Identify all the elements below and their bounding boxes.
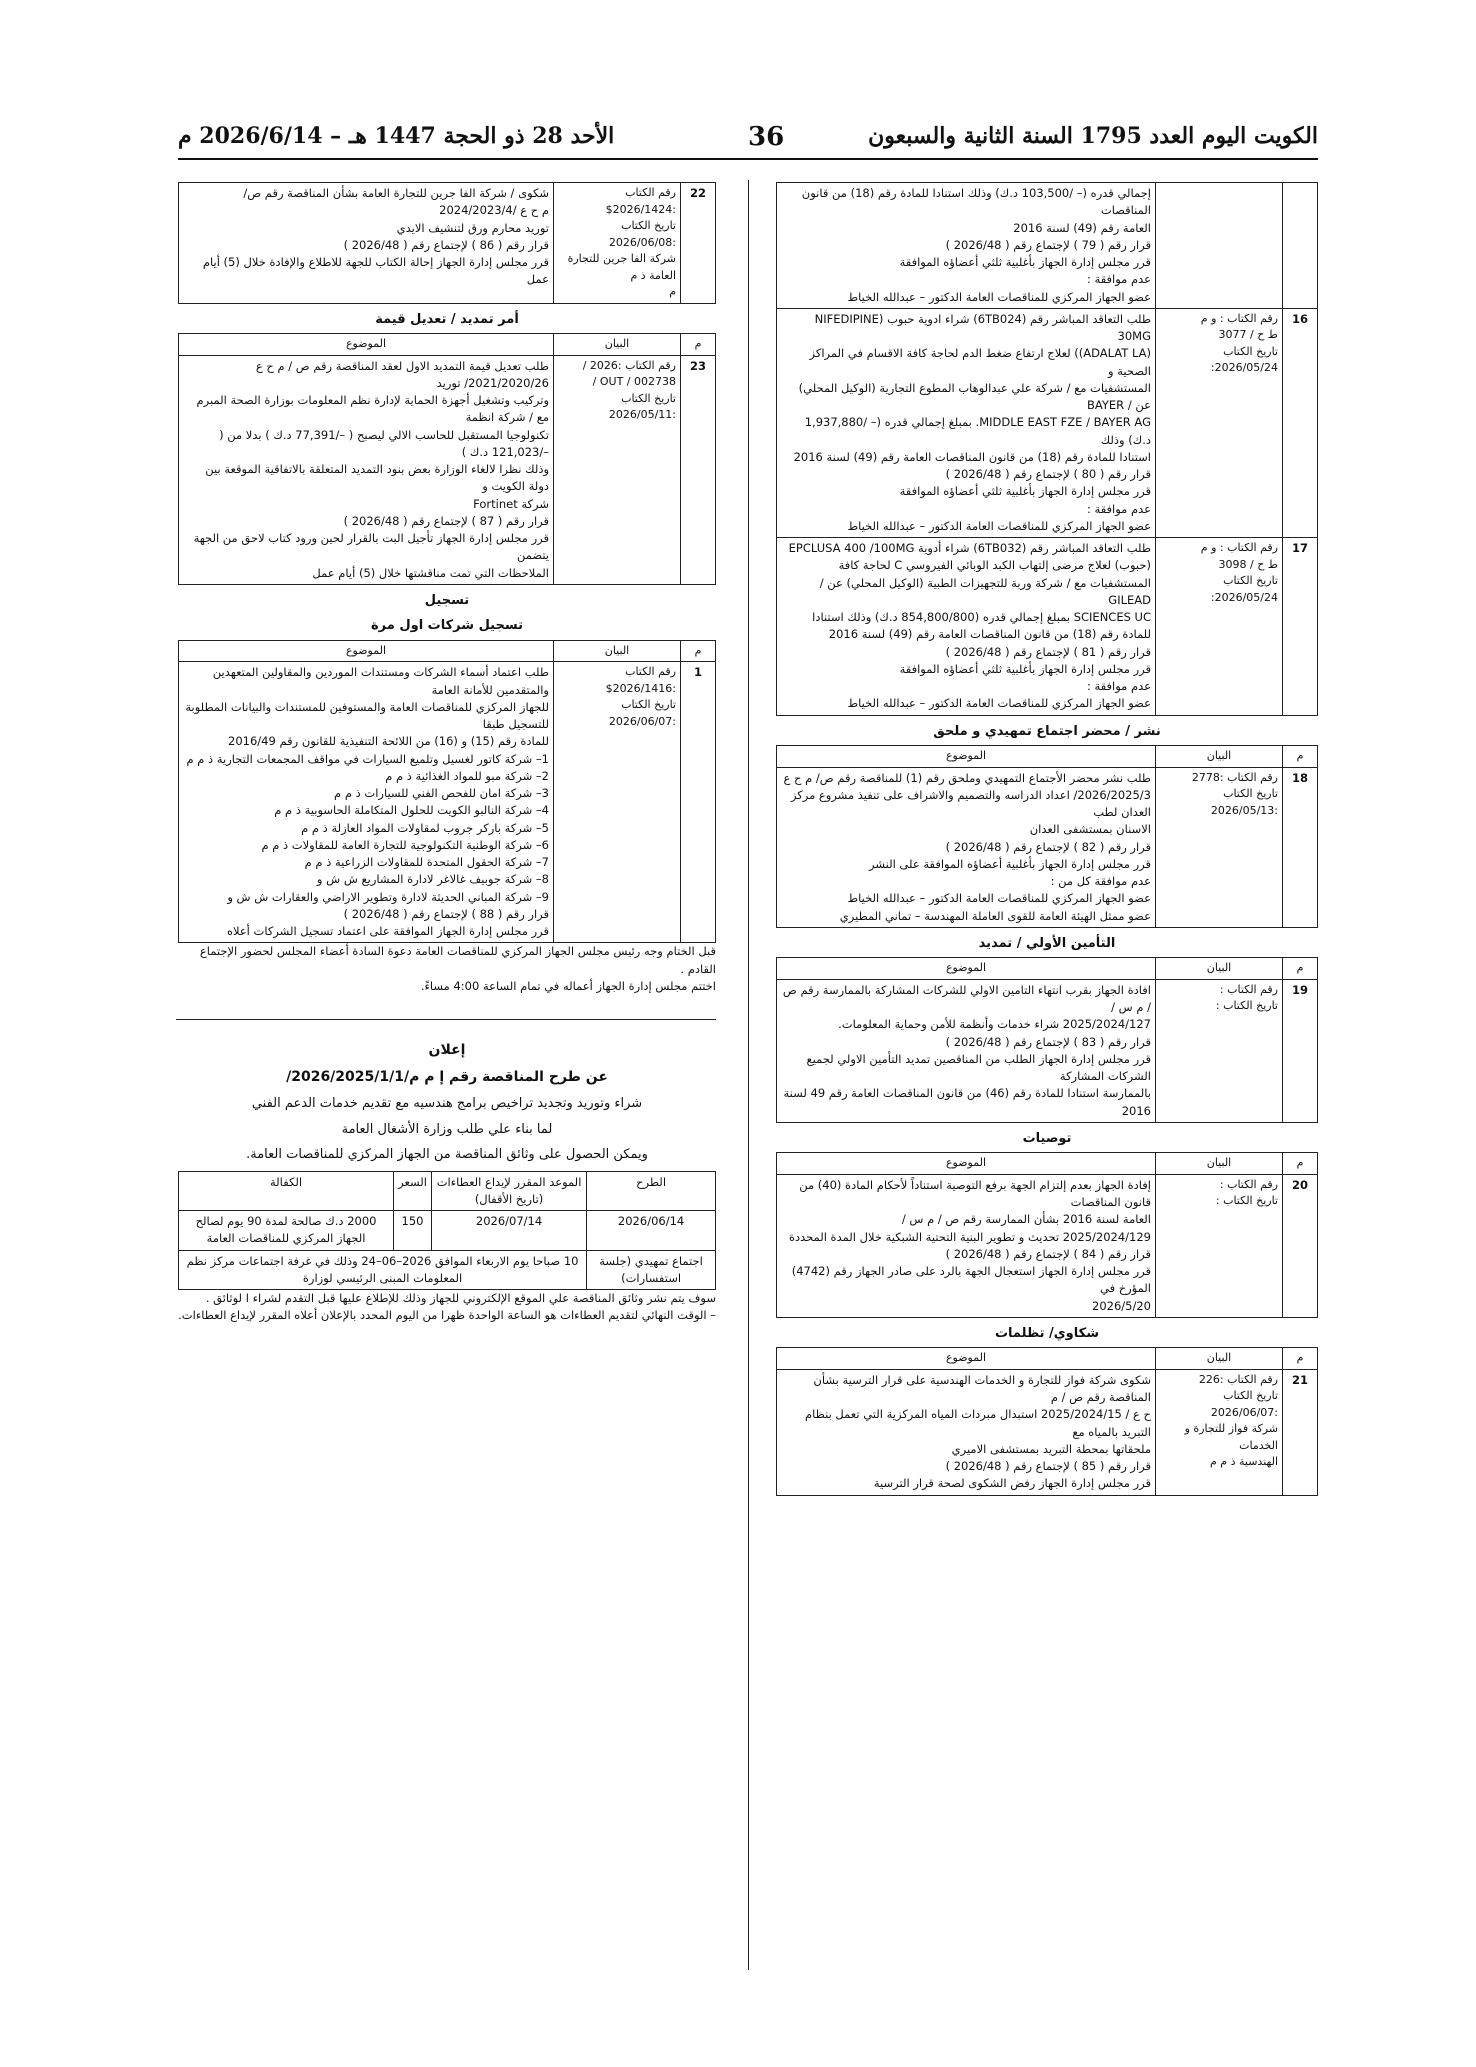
table-header: الطرح الموعد المقرر لإيداع العطاءات (تاريخ الأقفال) السعر الكفالة xyxy=(179,1171,716,1211)
text-line: قرار رقم ( 79 ) لإجتماع رقم ( 2026/48 ) xyxy=(945,237,1151,252)
text-line: رقم الكتاب :2026/1424$ xyxy=(605,186,676,216)
announcement-requester: لما بناء علي طلب وزارة الأشغال العامة xyxy=(341,1121,553,1137)
text-line: العامة رقم (49) لسنة 2016 xyxy=(1013,220,1151,235)
text-line: 2– شركة مبو للمواد الغذائية ذ م م xyxy=(385,768,549,783)
text-line: رقم الكتاب :2026 / 002738 / OUT / xyxy=(582,358,676,388)
text-line: إجمالي قدره (– /103,500 د.ك) وذلك استنادا للمادة رقم (18) من قانون المناقصات xyxy=(801,186,1151,218)
row-info xyxy=(554,355,681,584)
row-number: 19 xyxy=(1283,979,1318,1122)
table-row xyxy=(179,183,716,304)
text-line: استنادا للمادة رقم (18) من قانون المناقصات العامة رقم (49) لسنة 2016 xyxy=(793,449,1151,464)
text-line: تاريخ الكتاب :2026/05/13 xyxy=(1210,787,1278,817)
text-line: 4– شركة النالبو الكويت للحلول المتكاملة الحاسوبية ذ م م xyxy=(274,803,549,818)
text-line: قرار رقم ( 88 ) لإجتماع رقم ( 2026/48 ) xyxy=(343,906,549,921)
text-line: عضو الجهاز المركزي للمناقصات العامة الدكتور – عبدالله الخياط xyxy=(847,891,1151,906)
text-line: رقم الكتاب : xyxy=(1219,1177,1278,1191)
text-line: عضو الجهاز المركزي للمناقصات العامة الدكتور – عبدالله الخياط xyxy=(847,289,1151,304)
text-line: الاسنان بمستشفى العدان xyxy=(1029,822,1151,837)
text-line: 6– شركة الوطنية التكنولوجية للتجارة العامة للمقاولات ذ م م xyxy=(261,837,549,852)
text-line: طلب نشر محضر الأجتماع التمهيدي وملحق رقم (1) للمناقصة رقم ص/ م ح ع xyxy=(783,770,1151,785)
publish-table xyxy=(776,745,1318,928)
row-number: 18 xyxy=(1283,767,1318,927)
text-line: تاريخ الكتاب xyxy=(1223,344,1278,358)
text-line: وتركيب وتشغيل أجهزة الحماية لإدارة نظم المعلومات بوزارة الصحة المبرم مع / شركة انظمة xyxy=(196,393,549,425)
text-line: تاريخ الكتاب : xyxy=(1215,1194,1278,1208)
text-line: قرر مجلس إدارة الجهاز بأغلبية ثلثي أعضاؤه الموافقة xyxy=(899,484,1151,499)
text-line: م xyxy=(669,285,676,298)
row-topic xyxy=(777,767,1156,927)
text-line: عدم موافقة : xyxy=(1087,272,1151,287)
text-line: رقم الكتاب : xyxy=(1219,982,1278,996)
table-row xyxy=(777,1369,1318,1495)
text-line: الهندسية ذ م م xyxy=(1209,1455,1278,1469)
row-number: 1 xyxy=(681,662,716,943)
text-line: 8– شركة جوبيف غالاغر لادارة المشاريع ش ش و xyxy=(316,872,549,887)
announcement-subtitle: عن طرح المناقصة رقم إ م م/2026/2025/1/1/ xyxy=(286,1069,608,1085)
table-header: م البيان الموضوع xyxy=(777,1153,1318,1175)
section-subheading-register: تسجيل شركات اول مرة xyxy=(371,618,523,634)
text-line: 3– شركة امان للفحص الفني للسيارات ذ م م xyxy=(334,786,549,800)
text-line: ح ع / 2025/2024/15 استبدال مبردات المياه المركزية التي تعمل بنظام التبريد بالمياه مع xyxy=(805,1407,1151,1439)
text-line: شركة Fortinet xyxy=(473,496,549,511)
text-line: تكنولوجيا المستقبل للحاسب الالي ليصبح ( –/77,391 د.ك ) بدلا من ( –/121,023 د.ك ) xyxy=(219,427,549,459)
text-line: 1– شركة كاتور لغسيل وتلميع السيارات في مواقف المجمعات التجارية ذ م م xyxy=(186,751,549,766)
text-line: طلب تعديل قيمة التمديد الاول لعقد المناقصة رقم ص / م ح ع 2021/2020/26/ توريد xyxy=(255,358,549,390)
tender-guarantee: 2000 د.ك صالحة لمدة 90 يوم لصالح الجهاز المركزي للمناقصات العامة xyxy=(179,1211,394,1251)
text-line: إفادة الجهاز بعدم إلتزام الجهة برفع التوصية استناداً لأحكام المادة (40) من قانون المناقصات xyxy=(799,1177,1151,1209)
row-info xyxy=(1156,979,1283,1122)
text-line: عدم موافقة : xyxy=(1087,679,1151,693)
issue-date: الأحد 28 ذو الحجة 1447 هـ – 2026/6/14 م xyxy=(178,123,615,149)
text-line: قرار رقم ( 81 ) لإجتماع رقم ( 2026/48 ) xyxy=(945,644,1151,659)
text-line: اختتم مجلس إدارة الجهاز أعماله في تمام الساعة 4:00 مساءً. xyxy=(420,978,716,993)
text-line: طلب اعتماد أسماء الشركات ومستندات الموردين والمقاولين المتعهدين والمتقدمين للأمانة العامة xyxy=(212,665,549,697)
text-line: قرار رقم ( 87 ) لإجتماع رقم ( 2026/48 ) xyxy=(343,513,549,528)
text-line: قرر مجلس إدارة الجهاز الموافقة على اعتماد تسجيل الشركات أعلاه xyxy=(226,924,549,938)
text-line: – الوقت النهائي لتقديم العطاءات هو الساعة الواحدة ظهرا من اليوم المحدد بالإعلان أعلاه المقرر لإيداع العطاءات. xyxy=(178,1308,716,1323)
row-info xyxy=(1156,767,1283,927)
text-line: المستشفيات مع / شركة علي عبدالوهاب المطوع التجارية (الوكيل المحلي) عن / BAYER xyxy=(798,380,1151,412)
row-topic xyxy=(179,355,554,584)
text-line: افادة الجهاز بقرب انتهاء التامين الاولي للشركات المشاركة بالممارسة رقم ص / م س / xyxy=(782,982,1151,1014)
row-number: 21 xyxy=(1283,1369,1318,1495)
text-line: شركة الفا جرين للتجارة العامة ذ م xyxy=(567,252,676,282)
text-line: قرر مجلس إدارة الجهاز رفض الشكوى لصحة قرار الترسية xyxy=(873,1476,1151,1491)
row-info xyxy=(554,662,681,943)
row-topic xyxy=(777,1174,1156,1317)
table-header: م البيان الموضوع xyxy=(179,334,716,356)
row-number: 20 xyxy=(1283,1174,1318,1317)
table-row xyxy=(179,355,716,584)
announcement-title: إعلان xyxy=(428,1042,466,1058)
separator-line xyxy=(176,1019,716,1020)
table-row xyxy=(777,979,1318,1122)
tender-announcement xyxy=(178,1040,716,1165)
row-topic xyxy=(777,183,1156,309)
page-number: 36 xyxy=(748,122,785,152)
tender-release-date: 2026/06/14 xyxy=(587,1211,716,1251)
announcement-notes xyxy=(178,1290,716,1325)
row-topic xyxy=(777,308,1156,537)
text-line: للجهاز المركزي للمناقصات العامة والمستوفين للمستندات والبيانات المطلوبة للتسجيل طبقا xyxy=(185,699,549,731)
text-line: قرار رقم ( 86 ) لإجتماع رقم ( 2026/48 ) xyxy=(343,237,549,252)
right-column xyxy=(776,182,1318,1496)
decisions-table-a xyxy=(776,182,1318,716)
text-line: عدم موافقة كل من : xyxy=(1050,874,1151,888)
column-divider xyxy=(748,180,749,1970)
text-line: قرار رقم ( 85 ) لإجتماع رقم ( 2026/48 ) xyxy=(945,1459,1151,1473)
text-line: 2026/2025/3/ اعداد الدراسه والتصميم والاشراف على تنفيذ مشروع مركز العدان لطب xyxy=(790,787,1151,819)
row-info xyxy=(1156,538,1283,716)
table-header: م البيان الموضوع xyxy=(179,640,716,662)
text-line: قرار رقم ( 84 ) لإجتماع رقم ( 2026/48 ) xyxy=(945,1246,1151,1261)
text-line: بالممارسة استنادا للمادة رقم (46) من قانون المناقصات العامة رقم 49 لسنة 2016 xyxy=(783,1086,1151,1118)
table-row xyxy=(777,183,1318,309)
row-info xyxy=(554,183,681,304)
text-line: شكوى شركة فواز للتجارة و الخدمات الهندسية على قرار الترسية بشأن المناقصة رقم ص / م xyxy=(813,1372,1151,1404)
text-line: تاريخ الكتاب xyxy=(1223,574,1278,587)
issue-title: الكويت اليوم العدد 1795 السنة الثانية والسبعون xyxy=(868,123,1318,149)
text-line: العامة لسنة 2016 بشأن الممارسة رقم ص / م س / xyxy=(901,1212,1151,1227)
left-column xyxy=(178,182,716,1325)
text-line: طلب التعاقد المباشر رقم (6TB024) شراء ادوية حبوب (NIFEDIPINE 30MG xyxy=(814,311,1151,343)
section-heading-extend: أمر تمديد / تعديل قيمة xyxy=(375,311,519,327)
table-header: م البيان الموضوع xyxy=(777,746,1318,768)
table-row xyxy=(179,662,716,943)
text-line: 2026/05/24: xyxy=(1210,361,1278,375)
text-line: 7– شركة الحقول المتحدة للمقاولات الزراعية ذ م م xyxy=(304,855,549,869)
text-line: المستشفيات مع / شركة وربة للتجهيزات الطبية (الوكيل المحلي) عن / GILEAD xyxy=(819,575,1151,607)
table-row xyxy=(179,1250,716,1290)
row-info xyxy=(1156,308,1283,537)
text-line: MIDDLE EAST FZE / BAYER AG. بمبلغ إجمالي قدره (– /1,937,880 د.ك) وذلك xyxy=(804,415,1151,447)
text-line: SCIENCES UC بمبلغ إجمالي قدره (854,800/800 د.ك) وذلك استنادا xyxy=(812,610,1151,624)
row-number: 23 xyxy=(681,355,716,584)
text-line: 2025/2024/129 تحديث و تطوير البنية التحتية الشبكية خلال المدة المحددة xyxy=(788,1229,1151,1244)
text-line: 5– شركة باركر جروب لمقاولات المواد العازلة ذ م م xyxy=(301,820,549,835)
row-topic xyxy=(179,183,554,304)
text-line: عضو الجهاز المركزي للمناقصات العامة الدكتور – عبدالله الخياط xyxy=(847,696,1151,711)
text-line: رقم الكتاب : و م xyxy=(1200,541,1278,554)
text-line: عدم موافقة : xyxy=(1087,501,1151,516)
text-line: تاريخ الكتاب :2026/05/11 xyxy=(608,391,676,421)
text-line: رقم الكتاب : و م xyxy=(1200,311,1278,325)
section-heading-recommendations: توصيات xyxy=(1022,1130,1072,1146)
text-line: ملحقاتها بمحطة التبريد بمستشفى الاميري xyxy=(951,1441,1151,1456)
row-number xyxy=(1283,183,1318,309)
text-line: سوف يتم نشر وثائق المناقصة علي الموقع الإلكتروني للجهاز وذلك للإطلاع عليها قبل التقدم لشراء ا لوثائق . xyxy=(205,1291,716,1305)
tender-closing-date: 2026/07/14 xyxy=(431,1211,586,1251)
extend-table xyxy=(178,333,716,585)
text-line: 2026/05/24: xyxy=(1210,590,1278,604)
text-line: رقم الكتاب :2026/1416$ xyxy=(605,665,676,695)
row-topic xyxy=(179,662,554,943)
section-heading-insurance: التأمين الأولي / تمديد xyxy=(978,935,1116,951)
text-line: قرار رقم ( 80 ) لإجتماع رقم ( 2026/48 ) xyxy=(945,467,1151,481)
text-line: للمادة رقم (18) من قانون المناقصات العامة رقم (49) لسنة 2016 xyxy=(828,627,1151,642)
text-line: قبل الختام وجه رئيس مجلس الجهاز المركزي للمناقصات العامة دعوة السادة أعضاء المجلس لحضور الإجتماع القادم . xyxy=(199,944,716,976)
text-line: الملاحظات التي تمت مناقشتها خلال (5) أيام عمل xyxy=(312,565,549,580)
text-line: وذلك نظرا لالغاء الوزارة بعض بنود التمديد المتعلقة بالاتفاقية الموقعة بين دولة الكويت و xyxy=(205,462,549,494)
text-line: ط ح / 3098 xyxy=(1218,557,1278,571)
row-topic xyxy=(777,1369,1156,1495)
table-row xyxy=(179,1211,716,1251)
insurance-table xyxy=(776,957,1318,1123)
meeting-label: اجتماع تمهيدي (جلسة استفسارات) xyxy=(587,1250,716,1290)
text-line: للمادة رقم (15) و (16) من اللائحة التنفيذية للقانون رقم 2016/49 xyxy=(228,734,549,749)
recommendations-table xyxy=(776,1152,1318,1318)
text-line: قرار رقم ( 83 ) لإجتماع رقم ( 2026/48 ) xyxy=(945,1034,1151,1049)
text-line: (حبوب) لعلاج مرضى إلتهاب الكبد الوبائي الفيروسي C لحاجة كافة xyxy=(838,558,1151,573)
text-line: عضو ممثل الهيئة العامة للقوى العاملة المهندسة – تماني المطيري xyxy=(839,908,1151,923)
row-number: 22 xyxy=(681,183,716,304)
text-line: تاريخ الكتاب :2026/06/08 xyxy=(608,219,676,249)
row-info xyxy=(1156,1369,1283,1495)
text-line: (ADALAT LA)) لعلاج ارتفاع ضغط الدم لحاجة كافة الاقسام في المراكز الصحية و xyxy=(809,346,1151,378)
section-heading-register: تسجيل xyxy=(424,592,470,608)
text-line: م ح ع /2024/2023/4 xyxy=(439,203,549,218)
register-table xyxy=(178,640,716,944)
text-line: قرر مجلس إدارة الجهاز إحالة الكتاب للجهة للاطلاع والإفادة خلال (5) أيام عمل xyxy=(202,255,549,287)
text-line: ط ح / 3077 xyxy=(1218,328,1278,342)
announcement-docs: ويمكن الحصول على وثائق المناقصة من الجهاز المركزي للمناقصات العامة. xyxy=(246,1147,648,1162)
row-topic xyxy=(777,538,1156,716)
text-line: طلب التعاقد المباشر رقم (6TB032) شراء أدوية EPCLUSA 400 /100MG xyxy=(788,541,1151,555)
table-row xyxy=(777,1174,1318,1317)
text-line: رقم الكتاب :226 xyxy=(1198,1372,1278,1386)
complaints-table-cont xyxy=(178,182,716,304)
row-number: 16 xyxy=(1283,308,1318,537)
text-line: توريد محارم ورق لتنشيف الايدي xyxy=(396,220,549,235)
row-info xyxy=(1156,1174,1283,1317)
text-line: تاريخ الكتاب :2026/06/07 xyxy=(608,698,676,728)
text-line: شركة فواز للتجارة و الخدمات xyxy=(1184,1422,1278,1452)
tender-price: 150 xyxy=(394,1211,432,1251)
text-line: قرر مجلس إدارة الجهاز بأغلبية ثلثي أعضاؤه الموافقة xyxy=(899,255,1151,269)
text-line: 9– شركة المباني الحديثة لادارة وتطوير الاراضي والعقارات ش ش و xyxy=(227,889,549,904)
text-line: قرار رقم ( 82 ) لإجتماع رقم ( 2026/48 ) xyxy=(945,839,1151,854)
text-line: تاريخ الكتاب : xyxy=(1215,999,1278,1013)
table-row xyxy=(777,767,1318,927)
closing-text xyxy=(178,943,716,995)
text-line: 2025/2024/127 شراء خدمات وأنظمة للأمن وحماية المعلومات. xyxy=(838,1017,1151,1032)
table-header: م البيان الموضوع xyxy=(777,1348,1318,1370)
text-line: 2026/5/20 xyxy=(1092,1298,1151,1313)
complaints-table xyxy=(776,1347,1318,1495)
text-line: شكوى / شركة الفا جرين للتجارة العامة بشأن المناقصة رقم ص/ xyxy=(243,186,549,200)
text-line: عضو الجهاز المركزي للمناقصات العامة الدكتور – عبدالله الخياط xyxy=(847,518,1151,533)
text-line: قرر مجلس إدارة الجهاز تأجيل البت بالقرار لحين ورود كتاب لاحق من الجهة يتضمن xyxy=(193,531,549,563)
meeting-details: 10 صباحا يوم الاربعاء الموافق 2026–06–24 وذلك في غرفة اجتماعات مركز نظم المعلومات المبنى الرئيسي لوزارة xyxy=(179,1250,587,1290)
section-heading-complaints: شكاوي/ تظلمات xyxy=(994,1325,1099,1341)
row-number: 17 xyxy=(1283,538,1318,716)
text-line: قرر مجلس إدارة الجهاز بأغلبية أعضاؤه الموافقة على النشر xyxy=(869,856,1151,871)
table-row xyxy=(777,308,1318,537)
text-line: تاريخ الكتاب :2026/06/07 xyxy=(1210,1389,1278,1419)
text-line: قرر مجلس إدارة الجهاز بأغلبية ثلثي أعضاؤه الموافقة xyxy=(899,661,1151,676)
row-topic xyxy=(777,979,1156,1122)
table-header: م البيان الموضوع xyxy=(777,958,1318,980)
announcement-description: شراء وتوريد وتجديد تراخيص برامج هندسيه مع تقديم خدمات الدعم الفني xyxy=(251,1096,643,1111)
section-heading-publish: نشر / محضر اجتماع تمهيدي و ملحق xyxy=(933,723,1161,739)
text-line: قرر مجلس إدارة الجهاز استعجال الجهة بالرد على صادر الجهاز رقم (4742) المؤرخ في xyxy=(791,1264,1151,1296)
text-line: قرر مجلس إدارة الجهاز الطلب من المناقصين تمديد التأمين الاولي لجميع الشركات المشاركة xyxy=(806,1051,1151,1083)
table-row xyxy=(777,538,1318,716)
page-header xyxy=(178,118,1318,160)
tender-table xyxy=(178,1171,716,1291)
text-line: رقم الكتاب :2778 xyxy=(1191,770,1278,784)
